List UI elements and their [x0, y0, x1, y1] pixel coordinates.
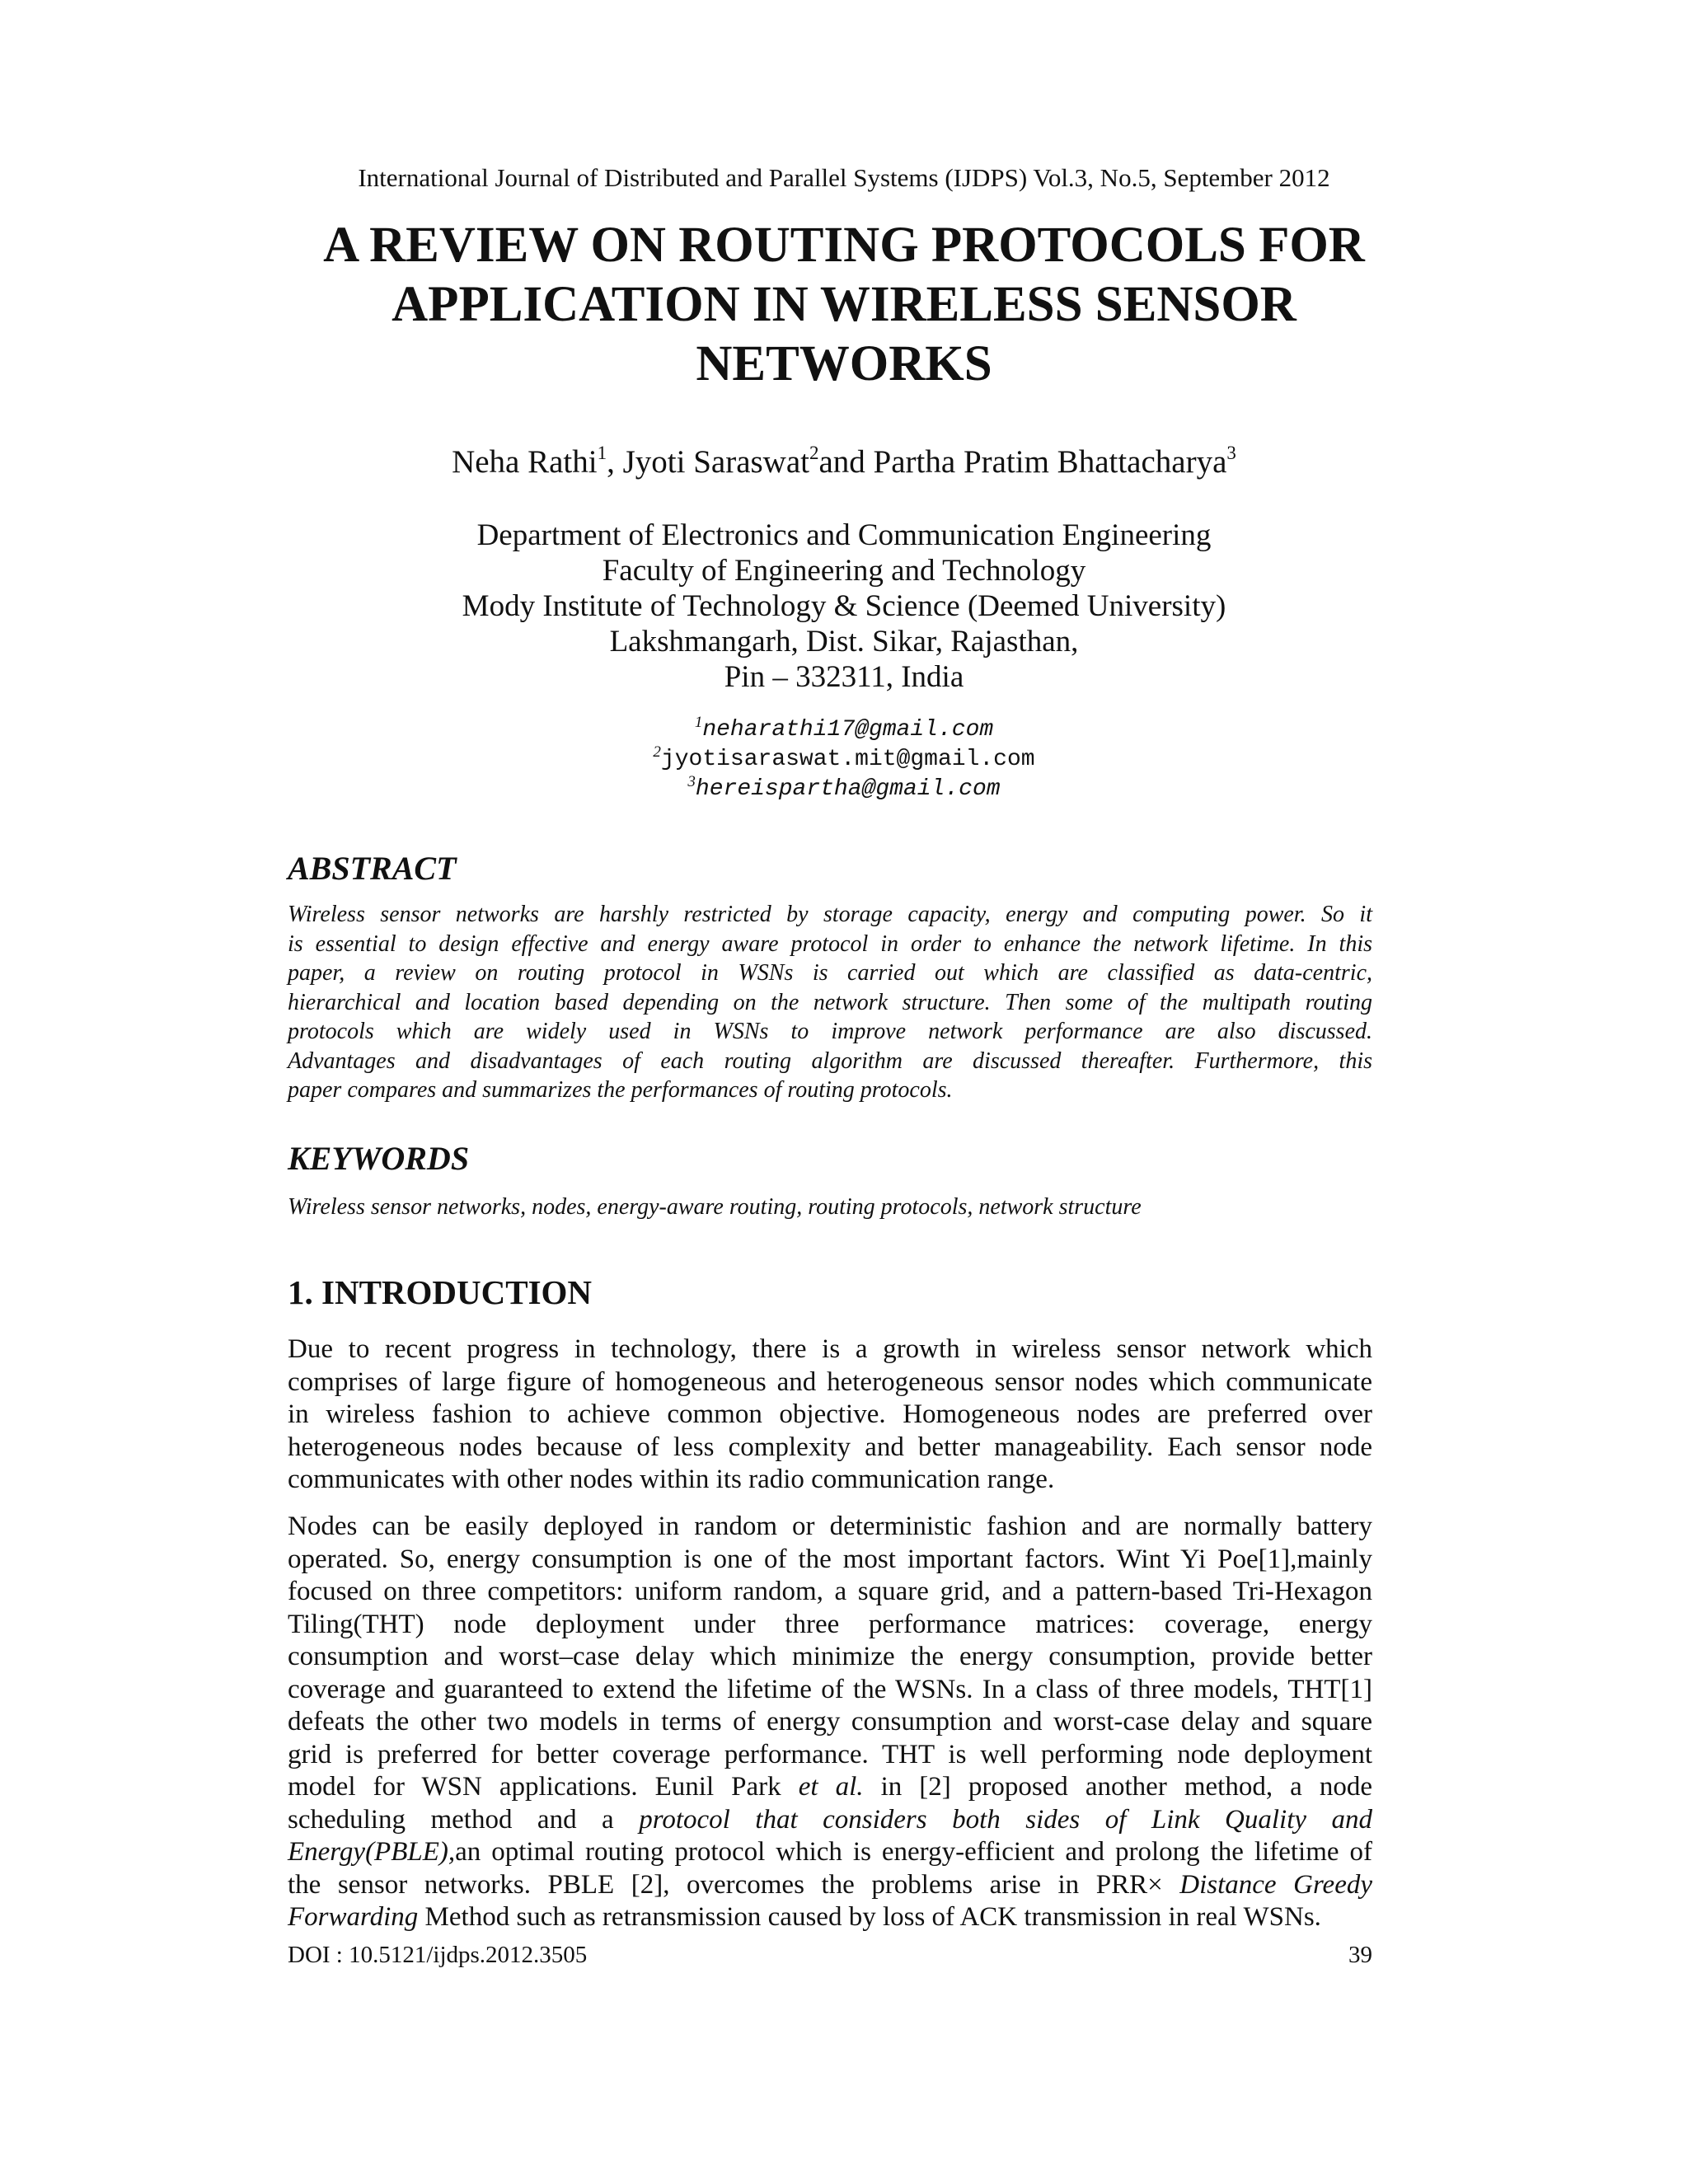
author-name: Neha Rathi: [452, 444, 598, 480]
body-line: grid is preferred for better coverage performance. THT is well performing node deployment: [288, 1739, 1372, 1769]
body-text: scheduling method and a: [288, 1804, 640, 1835]
doi-footer: DOI : 10.5121/ijdps.2012.3505: [288, 1942, 588, 1968]
email-line: [0, 775, 1688, 804]
body-text: model for WSN applications. Eunil Park: [288, 1772, 799, 1802]
abstract-line: hierarchical and location based depending on the network structure. Then some of the multipath routing: [288, 989, 1372, 1015]
email-mark: 1: [694, 714, 703, 731]
body-line: consumption and worst–case delay which minimize the energy consumption, provide better: [288, 1642, 1372, 1671]
body-emphasis: Distance Greedy: [1179, 1869, 1373, 1900]
author-name: and Partha Pratim Bhattacharya: [818, 444, 1227, 480]
journal-header: International Journal of Distributed and Parallel Systems (IJDPS) Vol.3, No.5, September 2012: [358, 163, 1330, 192]
affiliation-line: Department of Electronics and Communication Engineering: [476, 518, 1212, 552]
affiliation-line: Faculty of Engineering and Technology: [602, 554, 1086, 588]
body-text: in [2] proposed another method, a node: [863, 1772, 1373, 1802]
abstract-line: paper compares and summarizes the performances of routing protocols.: [288, 1077, 953, 1103]
body-emphasis: et al.: [798, 1772, 864, 1802]
body-emphasis: protocol that considers both sides of Link Quality and: [639, 1804, 1372, 1835]
body-line: defeats the other two models in terms of energy consumption and worst-case delay and square: [288, 1707, 1372, 1736]
intro-paragraph-1: [288, 1333, 1372, 1497]
body-emphasis: Forwarding: [288, 1902, 419, 1932]
abstract-text: [288, 900, 1372, 1105]
abstract-line: paper, a review on routing protocol in WSNs is carried out which are classified as data-centric,: [288, 960, 1372, 986]
body-line: operated. So, energy consumption is one of the most important factors. Wint Yi Poe[1],mainly: [288, 1544, 1372, 1574]
body-line: comprises of large figure of homogeneous and heterogeneous sensor nodes which communicate: [288, 1366, 1372, 1397]
email-line: [0, 715, 1688, 745]
body-line: coverage and guaranteed to extend the lifetime of the WSNs. In a class of three models, THT[1]: [288, 1674, 1372, 1704]
body-line: in wireless fashion to achieve common objective. Homogeneous nodes are preferred over: [288, 1399, 1372, 1429]
keywords-text: [288, 1193, 1372, 1222]
body-text: an optimal routing protocol which is energy-efficient and prolong the lifetime of: [455, 1837, 1372, 1867]
author-emails: [0, 715, 1688, 804]
author-affiliation-mark: 1: [597, 443, 607, 463]
email-mark: 2: [653, 743, 661, 761]
affiliation-line: Mody Institute of Technology & Science (Deemed University): [462, 589, 1226, 623]
abstract-line: protocols which are widely used in WSNs to improve network performance are also discussed.: [288, 1019, 1372, 1044]
title-line: APPLICATION IN WIRELESS SENSOR: [392, 277, 1296, 332]
body-line: focused on three competitors: uniform random, a square grid, and a pattern-based Tri-Hexagon: [288, 1577, 1372, 1606]
body-text: Method such as retransmission caused by loss of ACK transmission in real WSNs.: [418, 1902, 1321, 1932]
abstract-line: Wireless sensor networks are harshly restricted by storage capacity, energy and computing power. So it: [288, 902, 1372, 927]
author-name: Jyoti Saraswat: [622, 444, 809, 480]
author-separator: ,: [607, 444, 623, 480]
affiliation-line: Pin – 332311, India: [724, 660, 964, 694]
body-line: Due to recent progress in technology, there is a growth in wireless sensor network which: [288, 1334, 1372, 1364]
author-affiliation-mark: 3: [1226, 443, 1236, 463]
keywords-line: Wireless sensor networks, nodes, energy-aware routing, routing protocols, network structure: [288, 1194, 1142, 1220]
abstract-line: Advantages and disadvantages of each routing algorithm are discussed thereafter. Furthermore, this: [288, 1047, 1372, 1074]
body-line: heterogeneous nodes because of less complexity and better manageability. Each sensor node: [288, 1432, 1372, 1462]
body-emphasis: Energy(PBLE),: [288, 1837, 456, 1867]
intro-paragraph-2: [288, 1511, 1372, 1934]
body-line: Tiling(THT) node deployment under three performance matrices: coverage, energy: [288, 1609, 1372, 1639]
body-line: [288, 1901, 1372, 1934]
body-line: [288, 1771, 1372, 1804]
email-mark: 3: [687, 773, 696, 790]
introduction-heading: 1. INTRODUCTION: [288, 1273, 593, 1311]
email-line: [0, 745, 1688, 775]
author-list: [0, 442, 1688, 483]
paper-title: [165, 216, 1523, 394]
title-line: A REVIEW ON ROUTING PROTOCOLS FOR: [323, 218, 1365, 273]
body-line: [288, 1869, 1372, 1902]
body-line: [288, 1804, 1372, 1837]
email-link[interactable]: jyotisaraswat.mit@gmail.com: [660, 747, 1035, 772]
email-link[interactable]: hereispartha@gmail.com: [695, 776, 1001, 802]
affiliation: [0, 518, 1688, 695]
affiliation-line: Lakshmangarh, Dist. Sikar, Rajasthan,: [609, 625, 1079, 658]
title-line: NETWORKS: [696, 336, 992, 391]
keywords-heading: KEYWORDS: [288, 1140, 470, 1177]
abstract-line: is essential to design effective and energy aware protocol in order to enhance the network lifetime. In this: [288, 930, 1372, 957]
body-text: the sensor networks. PBLE [2], overcomes the problems arise in PRR×: [288, 1869, 1180, 1900]
body-line: communicates with other nodes within its radio communication range.: [288, 1465, 1055, 1494]
page-number: 39: [1348, 1942, 1372, 1968]
abstract-heading: ABSTRACT: [288, 850, 457, 887]
body-line: Nodes can be easily deployed in random or deterministic fashion and are normally battery: [288, 1511, 1372, 1541]
body-line: [288, 1836, 1372, 1869]
author-affiliation-mark: 2: [809, 443, 819, 463]
email-link[interactable]: neharathi17@gmail.com: [702, 717, 994, 743]
